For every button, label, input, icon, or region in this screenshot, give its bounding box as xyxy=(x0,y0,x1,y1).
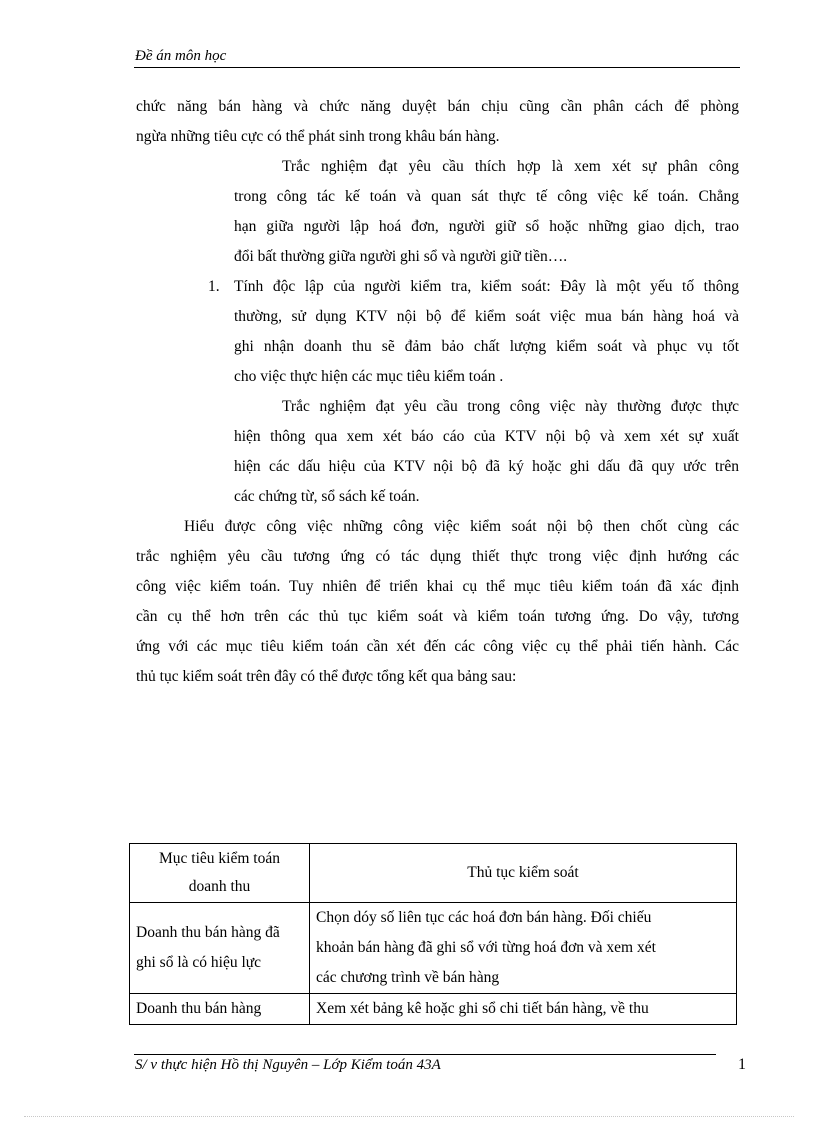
paragraph-summary xyxy=(136,512,739,692)
text-line: Tính độc lập của người kiểm tra, kiểm soát: Đây là một yếu tố thông xyxy=(234,278,739,295)
text-line: hiện thông qua xem xét báo cáo của KTV nội bộ và xem xét sự xuất xyxy=(234,428,739,445)
text-line: công việc kiểm toán. Tuy nhiên để triển khai cụ thể mục tiêu kiểm toán đã xác định xyxy=(136,578,739,595)
cell-text-line: Doanh thu bán hàng đã xyxy=(136,924,280,941)
audit-controls-table xyxy=(129,843,737,1025)
text-line: hiện các dấu hiệu của KTV nội bộ đã ký hoặc ghi dấu đã quy ước trên xyxy=(234,458,739,475)
table-row xyxy=(130,903,737,994)
text-line: cho việc thực hiện các mục tiêu kiểm toán . xyxy=(234,368,504,385)
text-line: ngừa những tiêu cực có thể phát sinh trong khâu bán hàng. xyxy=(136,128,500,145)
text-line: thường, sử dụng KTV nội bộ để kiểm soát việc mua bán hàng hoá và xyxy=(234,308,739,325)
text-line: thủ tục kiểm soát trên đây có thể được tổng kết qua bảng sau: xyxy=(136,668,517,685)
text-line: Trắc nghiệm đạt yêu cầu trong công việc này thường được thực xyxy=(282,398,739,415)
list-item-independence xyxy=(234,272,739,392)
table-header-row xyxy=(130,844,737,903)
cell-objective xyxy=(130,903,310,994)
header-text-line: doanh thu xyxy=(188,878,251,895)
text-line: ghi nhận doanh thu sẽ đảm bảo chất lượng kiểm soát và phục vụ tốt xyxy=(234,338,739,355)
paragraph-intro xyxy=(136,92,739,152)
paragraph-test-separation xyxy=(234,152,739,272)
footer-author: S/ v thực hiện Hồ thị Nguyên – Lớp Kiểm toán 43A xyxy=(135,1057,441,1073)
page-number: 1 xyxy=(738,1056,746,1073)
text-line: chức năng bán hàng và chức năng duyệt bán chịu cũng cần phân cách để phòng xyxy=(136,98,739,115)
footer-divider xyxy=(134,1054,716,1055)
cell-procedure xyxy=(310,903,737,994)
cell-text-line: Doanh thu bán hàng xyxy=(136,1000,262,1017)
cell-text-line: Xem xét bảng kê hoặc ghi sổ chi tiết bán hàng, về thu xyxy=(316,1000,649,1017)
text-line: Trắc nghiệm đạt yêu cầu thích hợp là xem xét sự phân công xyxy=(282,158,739,175)
header-divider xyxy=(134,67,740,68)
cell-objective xyxy=(130,994,310,1025)
text-line: Hiểu được công việc những công việc kiểm soát nội bộ then chốt cùng các xyxy=(184,518,739,535)
text-line: đổi bất thường giữa người ghi sổ và người giữ tiền…. xyxy=(234,248,568,265)
page-header-title: Đề án môn học xyxy=(135,48,227,64)
text-line: trắc nghiệm yêu cầu tương ứng có tác dụng thiết thực trong việc định hướng các xyxy=(136,548,739,565)
header-text-line: Mục tiêu kiểm toán xyxy=(159,850,280,867)
list-number: 1. xyxy=(208,278,220,295)
cell-text-line: các chương trình về bán hàng xyxy=(316,969,500,986)
header-control-procedure: Thủ tục kiểm soát xyxy=(310,844,737,903)
header-audit-objective xyxy=(130,844,310,903)
cell-text-line: ghi sổ là có hiệu lực xyxy=(136,954,262,971)
text-line: hạn giữa người lập hoá đơn, người giữ sổ hoặc những giao dịch, trao xyxy=(234,218,739,235)
text-line: trong công tác kế toán và quan sát thực tế công việc kế toán. Chẳng xyxy=(234,188,739,205)
page-bottom-edge xyxy=(24,1116,794,1117)
paragraph-test-independence xyxy=(234,392,739,512)
text-line: các chứng từ, sổ sách kế toán. xyxy=(234,488,420,505)
text-line: cần cụ thể hơn trên các thủ tục kiểm soát và kiểm toán tương ứng. Do vậy, tương xyxy=(136,608,739,625)
table-row xyxy=(130,994,737,1025)
cell-text-line: Chọn dóy số liên tục các hoá đơn bán hàng. Đối chiếu xyxy=(316,909,652,926)
cell-procedure xyxy=(310,994,737,1025)
text-line: ứng với các mục tiêu kiểm toán cần xét đến các công việc cụ thể phải tiến hành. Các xyxy=(136,638,739,655)
cell-text-line: khoản bán hàng đã ghi sổ với từng hoá đơn và xem xét xyxy=(316,939,656,956)
